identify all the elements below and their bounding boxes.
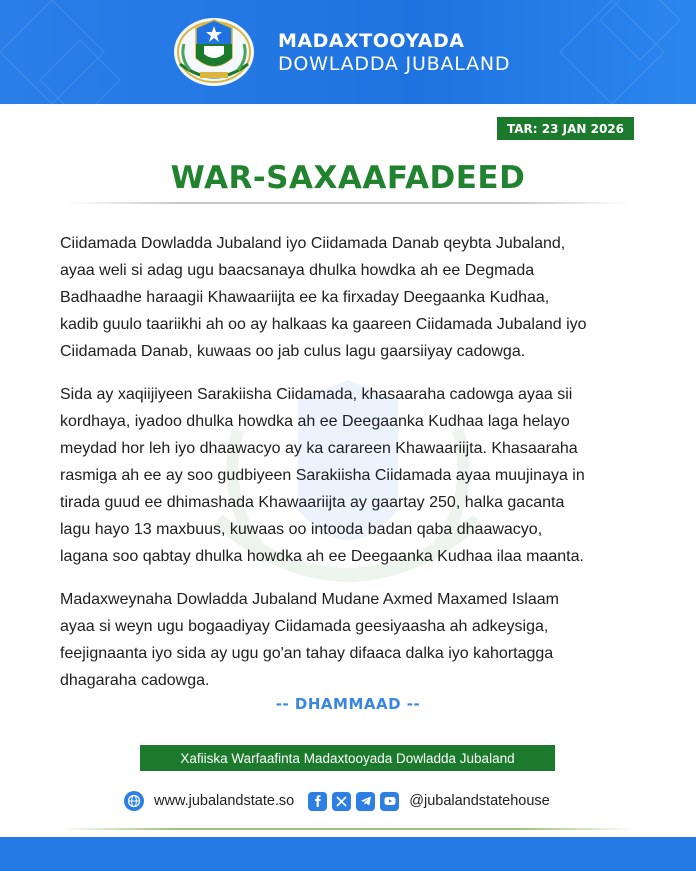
text-line: kadib guulo taariikhi ah oo ay halkaas ka gaareen Ciidamada Jubaland iyo (60, 316, 587, 333)
text-line: Madaxweynaha Dowladda Jubaland Mudane Axmed Maxamed Islaam (60, 591, 559, 608)
telegram-icon[interactable] (356, 792, 375, 811)
page-title: WAR-SAXAAFADEED (170, 160, 526, 196)
text-line: Sida ay xaqiijiyeen Sarakiisha Ciidamada, khasaaraha cadowga ayaa sii (60, 386, 573, 403)
x-icon[interactable] (332, 792, 351, 811)
office-label: Xafiiska Warfaafinta Madaxtooyada Dowladda Jubaland (140, 745, 555, 771)
paragraph-1 (60, 230, 660, 365)
text-line: feejignaanta iyo sida ay ugu go'an tahay difaaca dalka iyo kahortagga (60, 645, 554, 662)
globe-icon (124, 791, 144, 811)
text-line: dhagaraha cadowga. (60, 672, 210, 689)
date-badge: TAR: 23 JAN 2026 (497, 117, 634, 140)
text-line: meydad hor leh iyo dhaawacyo ay ka carareen Khawaariijta. Khasaaraha (60, 440, 578, 457)
jubaland-emblem-icon (170, 14, 258, 90)
paragraph-2 (60, 381, 660, 570)
facebook-icon[interactable] (308, 792, 327, 811)
press-release-body (60, 230, 660, 710)
text-line: tirada guud ee dhimashada Khawaariijta ay gaartay 250, halka gacanta (60, 494, 565, 511)
text-line: lagu hayo 13 maxbuus, kuwaas oo intooda badan qaba dhaawacyo, (60, 521, 543, 538)
text-line: Badhaadhe haraagii Khawaariijta ee ka firxaday Deegaanka Kudhaa, (60, 289, 550, 306)
text-line: kordhaya, iyadoo dhulka howdka ah ee Deegaanka Kudhaa laga helayo (60, 413, 570, 430)
header-pattern (0, 0, 696, 104)
footer-divider (60, 828, 636, 830)
header-subtitle: DOWLADDA JUBALAND (278, 53, 511, 75)
end-mark: -- DHAMMAAD -- (275, 695, 421, 713)
title-divider (66, 202, 630, 204)
header-title: MADAXTOOYADA (278, 30, 465, 52)
text-line: Ciidamada Danab, kuwaas oo jab culus lagu gaarsiiyay cadowga. (60, 343, 526, 360)
footer-contact-row (124, 790, 550, 812)
footer-band (0, 837, 696, 871)
header-banner (0, 0, 696, 104)
paragraph-3 (60, 586, 660, 694)
text-line: lagana soo qabtay dhulka howdka ah ee Deegaanka Kudhaa ilaa maanta. (60, 548, 584, 565)
social-handle[interactable]: @jubalandstatehouse (409, 793, 550, 809)
text-line: Ciidamada Dowladda Jubaland iyo Ciidamada Danab qeybta Jubaland, (60, 235, 566, 252)
youtube-icon[interactable] (380, 792, 399, 811)
text-line: rasmiga ah ee ay soo gudbiyeen Sarakiisha Ciidamada ayaa muujinaya in (60, 467, 585, 484)
website-link[interactable]: www.jubalandstate.so (154, 793, 295, 809)
text-line: ayaa weli si adag ugu baacsanaya dhulka howdka ah ee Degmada (60, 262, 535, 279)
text-line: ayaa si weyn ugu bogaadiyay Ciidamada geesiyaasha ah adkeysiga, (60, 618, 549, 635)
